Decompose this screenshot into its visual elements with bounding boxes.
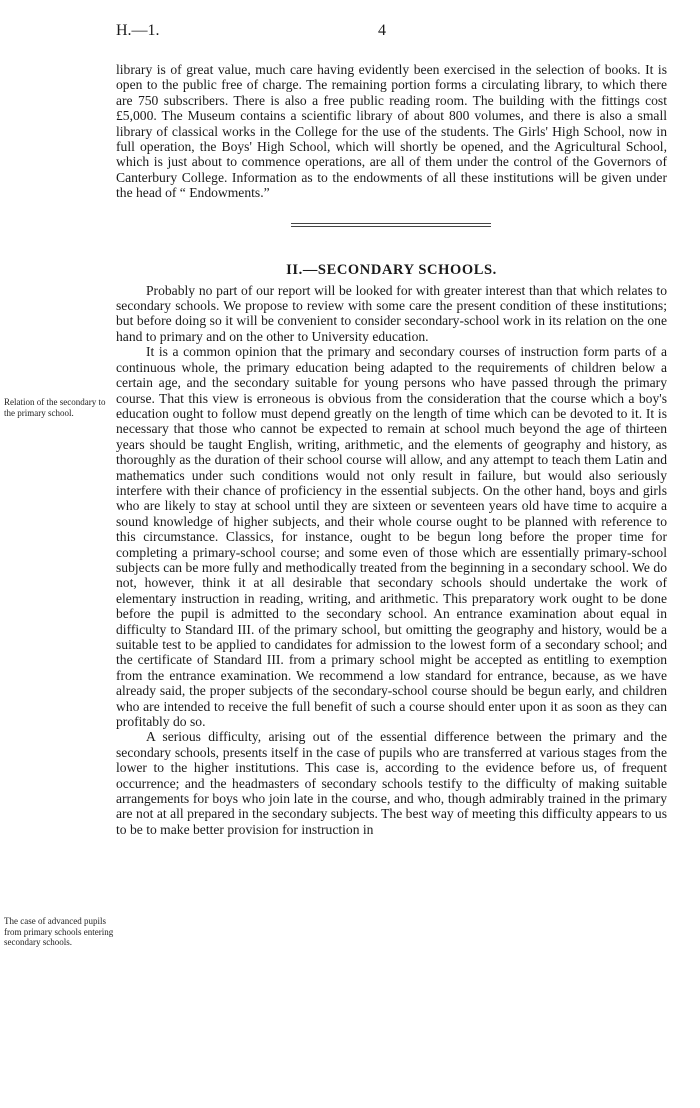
- paragraph-secondary-intro: Probably no part of our report will be looked for with greater interest than that which relates to secondary schools. We propose to review with some care the present condition of these institutions; but before doing so it will be convenient to consider secondary-school work in its relation on the one hand to primary and on the other to University education.: [116, 282, 667, 344]
- intro-paragraph: library is of great value, much care having evidently been exercised in the selection of books. It is open to the public free of charge. The remaining portion forms a circulating library, to which there are 750 subscribers. There is also a free public reading room. The building with the fittings cost £5,000. The Museum contains a scientific library of about 800 volumes, and there is also a small library of classical works in the College for the use of the students. The Girls' High School, now in full operation, the Boys' High School, which will shortly be opened, and the Agricultural School, which is just about to commence operations, are all of them under the control of the Governors of Canterbury College. Information as to the endowments of all these institutions will be given under the head of “ Endowments.”: [116, 62, 667, 201]
- page-body: [116, 62, 667, 837]
- section-divider: [116, 201, 667, 261]
- section-heading: II.—SECONDARY SCHOOLS.: [286, 261, 497, 278]
- running-header: [116, 22, 666, 46]
- paragraph-relation-primary: It is a common opinion that the primary and secondary courses of instruction form parts of a continuous whole, the primary education being adapted to the requirements of children below a certain age, and the secondary suitable for young persons who have passed through the primary course. That this view is erroneous is obvious from the consideration that the course which a boy's education ought to follow must depend greatly on the length of time which can be devoted to it. It is necessary that those who cannot be expected to remain at school much beyond the age of thirteen years should be taught English, writing, arithmetic, and the elements of geography and history, as thoroughly as the duration of their school course will allow, and any attempt to teach them Latin and mathematics under such conditions would not only result in failure, but would also seriously interfere with their chance of proficiency in the essential subjects. On the other hand, boys and girls who are likely to stay at school until they are sixteen or seventeen years old have time to acquire a sound knowledge of higher subjects, and their whole course ought to be planned with reference to this circumstance. Classics, for instance, ought to be begun long before the proper time for completing a primary-school course; and some even of those which are essentially primary-school subjects can be more fully and methodically treated from the beginning in a secondary school. We do not, however, think it at all desirable that secondary schools should undertake the work of elementary instruction in reading, writing, and arithmetic. This preparatory work ought to be done before the pupil is admitted to the secondary school. An entrance examination about equal in difficulty to Standard III. of the primary school, but omitting the geography and history, would be a suitable test to be applied to candidates for admission to the lowest form of a secondary school; and the certificate of Standard III. from a primary school might be accepted as entitling to exemption from the entrance examination. We recommend a low standard for entrance, because, as we have already said, the proper subjects of the secondary-school course should be begun early, and children who are intended to receive the full benefit of such a course should enter upon it as soon as they can profitably do so.: [116, 344, 667, 730]
- paragraph-advanced-pupils: A serious difficulty, arising out of the essential difference between the primary and the secondary schools, presents itself in the case of pupils who are transferred at various stages from the lower to the higher institutions. This case is, according to the evidence before us, of frequent occurrence; and the headmasters of secondary schools testify to the difficulty of making suitable arrangements for boys who join late in the course, and who, though admirably trained in the primary are not at all prepared in the secondary subjects. The best way of meeting this difficulty appears to us to be to make better provision for instruction in: [116, 729, 667, 837]
- document-reference: H.—1.: [116, 22, 160, 39]
- page-number: 4: [378, 22, 386, 39]
- margin-note-advanced-pupils: The case of advanced pupils from primary schools entering secondary schools.: [4, 916, 114, 947]
- margin-note-relation: Relation of the secondary to the primary school.: [4, 397, 106, 418]
- divider-rule: [291, 223, 491, 227]
